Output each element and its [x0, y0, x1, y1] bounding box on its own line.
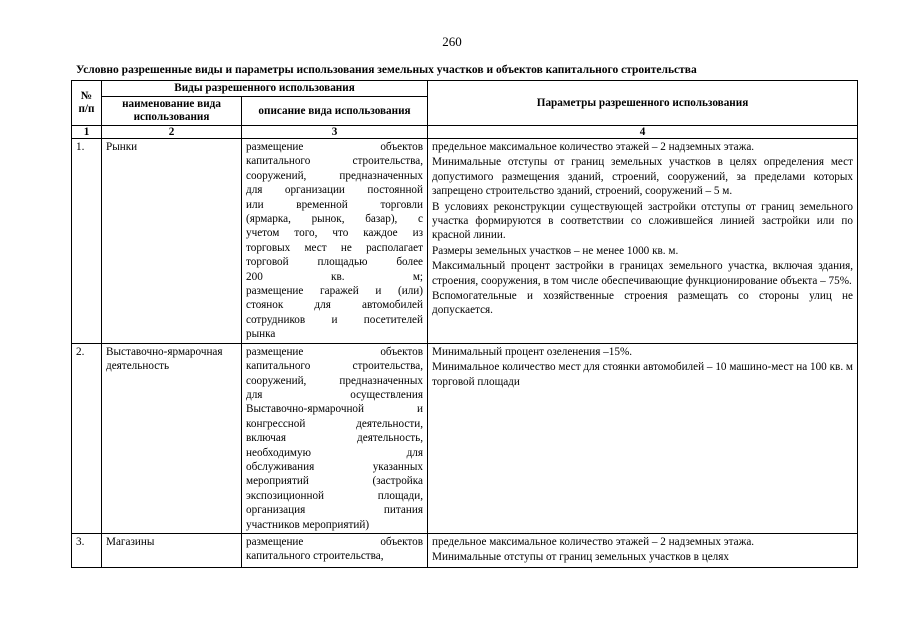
column-number: 4 [428, 126, 858, 139]
parameter-paragraph: В условиях реконструкции существующей застройки отступы от границ земельного участка формируются в соответствии со сложившейся линией застройки или по красной линии. [432, 200, 854, 242]
description-line: торговых мест не располагает [246, 241, 424, 254]
description-line: или временной торговли [246, 198, 424, 211]
document-title: Условно разрешенные виды и параметры использования земельных участков и объектов капитального строительства [76, 64, 697, 76]
header-index: № п/п [72, 81, 102, 126]
column-number: 3 [242, 126, 428, 139]
use-type-name: Магазины [102, 533, 242, 567]
header-type-description: описание вида использования [242, 97, 428, 126]
use-type-description [242, 139, 428, 344]
parameter-paragraph: предельное максимальное количество этажей – 2 надземных этажа. [432, 535, 755, 548]
description-line: размещение объектов [246, 535, 424, 548]
description-line: 200 кв. м; [246, 270, 424, 283]
parameter-paragraph: Размеры земельных участков – не менее 1000 кв. м. [432, 244, 679, 257]
description-line: капитального строительства, [246, 155, 424, 168]
column-number: 2 [102, 126, 242, 139]
description-line: стоянок для автомобилей [246, 299, 424, 312]
description-line: (ярмарка, рынок, базар), с [246, 213, 424, 226]
description-line: сооружений, предназначенных [246, 374, 424, 387]
description-line: капитального строительства, [246, 360, 424, 373]
use-type-description [242, 533, 428, 567]
description-line: обслуживания указанных [246, 460, 424, 473]
parameter-paragraph: Минимальный процент озеленения –15%. [432, 345, 633, 358]
row-index: 1. [72, 139, 102, 344]
use-type-name: Выставочно-ярмарочная деятельность [102, 343, 242, 533]
description-line: экспозиционной площади, [246, 489, 424, 502]
header-types-group: Виды разрешенного использования [102, 81, 428, 97]
description-line: рынка [246, 328, 276, 341]
column-number: 1 [72, 126, 102, 139]
description-line: организация питания [246, 504, 424, 517]
description-line: торговой площадью более [246, 256, 424, 269]
description-line: необходимую для [246, 446, 424, 459]
description-line: для осуществления [246, 388, 424, 401]
header-type-name: наименование вида использования [102, 97, 242, 126]
description-line: Выставочно-ярмарочной и [246, 403, 424, 416]
permitted-use-table [71, 80, 858, 568]
row-index: 2. [72, 343, 102, 533]
use-type-description [242, 343, 428, 533]
description-line: включая деятельность, [246, 432, 424, 445]
description-line: учетом того, что каждое из [246, 227, 424, 240]
parameter-paragraph: Минимальные отступы от границ земельных участков в целях [432, 551, 729, 564]
use-type-name: Рынки [102, 139, 242, 344]
parameter-paragraph: Минимальные отступы от границ земельных участков в целях определения мест допустимого размещения зданий, строений, сооружений, за пределами которых запрещено строительство зданий, строений, сооружений – 5 м. [432, 156, 854, 198]
page-number: 260 [442, 34, 462, 49]
description-line: мероприятий (застройка [246, 475, 424, 488]
description-line: капитального строительства, [246, 550, 384, 563]
parameter-paragraph: Максимальный процент застройки в границах земельного участка, включая здания, строения, сооружения, в том числе обеспечивающие функционирование объекта – 75%. [432, 260, 854, 287]
description-line: размещение гаражей и (или) [246, 285, 424, 298]
parameter-paragraph: Минимальное количество мест для стоянки автомобилей – 10 машино-мест на 100 кв. м торговой площади [432, 361, 854, 388]
description-line: размещение объектов [246, 141, 424, 153]
header-parameters: Параметры разрешенного использования [428, 81, 858, 126]
description-line: для организации постоянной [246, 184, 424, 197]
parameter-paragraph: предельное максимальное количество этажей – 2 надземных этажа. [432, 141, 755, 153]
use-parameters [428, 139, 858, 344]
description-line: сооружений, предназначенных [246, 169, 424, 182]
table-row [72, 139, 858, 344]
use-parameters [428, 343, 858, 533]
parameter-paragraph: Вспомогательные и хозяйственные строения размещать со стороны улиц не допускается. [432, 290, 854, 317]
description-line: конгрессной деятельности, [246, 417, 424, 430]
use-parameters [428, 533, 858, 567]
description-line: размещение объектов [246, 345, 424, 358]
column-number-row [72, 126, 858, 139]
table-row [72, 533, 858, 567]
description-line: сотрудников и посетителей [246, 313, 424, 326]
description-line: участников мероприятий) [246, 518, 370, 531]
row-index: 3. [72, 533, 102, 567]
table-row [72, 343, 858, 533]
